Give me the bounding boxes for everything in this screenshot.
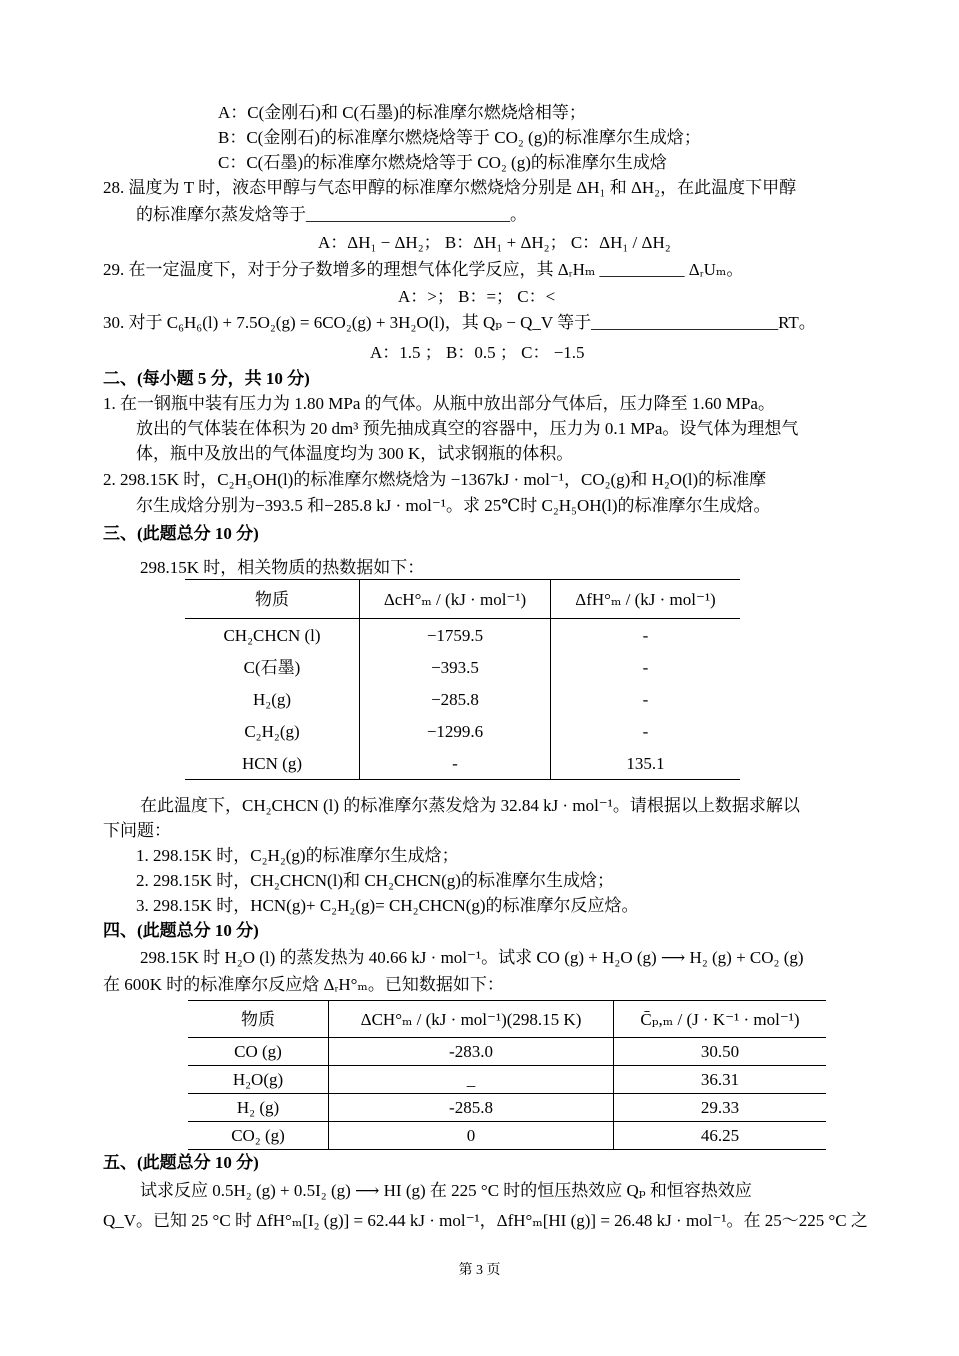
table-cell: - xyxy=(360,747,551,780)
question-30: 30. 对于 C₆H₆(l) + 7.5O₂(g) = 6CO₂(g) + 3H₂O(l)，其 Qₚ − Q_V 等于______________________RT。 xyxy=(103,313,816,332)
section-2-heading: 二、(每小题 5 分，共 10 分) xyxy=(103,369,310,388)
option-27a: A：C(金刚石)和 C(石墨)的标准摩尔燃烧焓相等； xyxy=(218,103,586,122)
table-cell: _ xyxy=(329,1066,614,1094)
section-5-statement-cont: Q_V。已知 25 °C 时 ΔfH°ₘ[I₂ (g)] = 62.44 kJ · mol⁻¹，ΔfH°ₘ[HI (g)] = 26.48 kJ · mol⁻¹。在 25～225 °C 之 xyxy=(103,1211,868,1230)
table-cell: −1759.5 xyxy=(360,619,551,652)
table-row xyxy=(185,651,740,683)
page-number: 第 3 页 xyxy=(458,1263,501,1278)
problem-2-2: 2. 298.15K 时，C₂H₅OH(l)的标准摩尔燃烧焓为 −1367kJ · mol⁻¹，CO₂(g)和 H₂O(l)的标准摩 xyxy=(103,470,767,489)
problem-2-2-cont: 尔生成焓分别为−393.5 和−285.8 kJ · mol⁻¹。求 25℃时 C₂H₅OH(l)的标准摩尔生成焓。 xyxy=(136,496,771,515)
table-cell: - xyxy=(642,721,649,741)
table-row xyxy=(185,747,740,780)
question-28-cont: 的标准摩尔蒸发焓等于________________________。 xyxy=(136,205,527,224)
section-4-statement-cont: 在 600K 时的标准摩尔反应焓 ΔᵣH°ₘ。已知数据如下： xyxy=(103,975,504,994)
thermo-table-2 xyxy=(188,1000,826,1150)
table-header: ΔcH°ₘ / (kJ · mol⁻¹) xyxy=(360,580,551,619)
table-row xyxy=(185,683,740,715)
sub-question-3-3: 3. 298.15K 时，HCN(g)+ C₂H₂(g)= CH₂CHCN(g)的标准摩尔反应焓。 xyxy=(136,896,639,915)
table-header: ΔfH°ₘ / (kJ · mol⁻¹) xyxy=(551,580,741,619)
section-5-heading: 五、(此题总分 10 分) xyxy=(103,1153,259,1172)
table-cell: -283.0 xyxy=(329,1038,614,1066)
table-cell: - xyxy=(642,689,649,709)
table-cell: 29.33 xyxy=(614,1094,827,1122)
section-3-intro: 298.15K 时，相关物质的热数据如下： xyxy=(140,558,425,577)
table-row xyxy=(185,619,740,652)
problem-2-1-cont2: 体，瓶中及放出的气体温度均为 300 K，试求钢瓶的体积。 xyxy=(136,444,574,463)
table-row xyxy=(185,715,740,747)
section-3-heading: 三、(此题总分 10 分) xyxy=(103,524,259,543)
table-header: ΔCH°ₘ / (kJ · mol⁻¹)(298.15 K) xyxy=(329,1001,614,1038)
section-3-statement-cont: 下问题： xyxy=(103,821,171,840)
sub-question-3-2: 2. 298.15K 时，CH₂CHCN(l)和 CH₂CHCN(g)的标准摩尔生成焓； xyxy=(136,871,614,890)
table-cell: C₂H₂(g) xyxy=(185,715,360,747)
table-cell: CH₂CHCN (l) xyxy=(185,619,360,652)
table-header: 物质 xyxy=(185,580,360,619)
table-cell: −285.8 xyxy=(360,683,551,715)
option-27b: B：C(金刚石)的标准摩尔燃烧焓等于 CO₂ (g)的标准摩尔生成焓； xyxy=(218,128,701,147)
options-30: A：1.5 ； B：0.5 ； C： −1.5 xyxy=(370,343,585,362)
table-cell: HCN (g) xyxy=(185,747,360,780)
section-4-statement: 298.15K 时 H₂O (l) 的蒸发热为 40.66 kJ · mol⁻¹。试求 CO (g) + H₂O (g) ⟶ H₂ (g) + CO₂ (g) xyxy=(140,948,804,967)
problem-2-1: 1. 在一钢瓶中装有压力为 1.80 MPa 的气体。从瓶中放出部分气体后，压力降至 1.60 MPa。 xyxy=(103,394,775,413)
table-cell: H₂(g) xyxy=(185,683,360,715)
sub-question-3-1: 1. 298.15K 时，C₂H₂(g)的标准摩尔生成焓； xyxy=(136,846,459,865)
table-cell: −1299.6 xyxy=(360,715,551,747)
table-row xyxy=(188,1038,826,1066)
section-3-statement: 在此温度下，CH₂CHCN (l) 的标准摩尔蒸发焓为 32.84 kJ · mol⁻¹。请根据以上数据求解以 xyxy=(140,796,800,815)
table-cell: CO (g) xyxy=(188,1038,329,1066)
table-cell: 135.1 xyxy=(551,747,741,780)
table-header-row xyxy=(188,1001,826,1038)
options-29: A：>； B：=； C：< xyxy=(398,287,556,306)
table-cell: - xyxy=(642,657,649,677)
option-27c: C：C(石墨)的标准摩尔燃烧焓等于 CO₂ (g)的标准摩尔生成焓 xyxy=(218,153,667,172)
table-header-row xyxy=(185,580,740,619)
table-cell: −393.5 xyxy=(360,651,551,683)
table-cell: - xyxy=(642,625,649,645)
table-cell: 36.31 xyxy=(614,1066,827,1094)
table-row xyxy=(188,1122,826,1150)
table-cell: 30.50 xyxy=(614,1038,827,1066)
table-cell: 0 xyxy=(329,1122,614,1150)
table-cell: H₂O(g) xyxy=(188,1066,329,1094)
table-cell: CO₂ (g) xyxy=(188,1122,329,1150)
problem-2-1-cont1: 放出的气体装在体积为 20 dm³ 预先抽成真空的容器中，压力为 0.1 MPa。设气体为理想气 xyxy=(136,419,799,438)
table-header: C̄ₚ,ₘ / (J · K⁻¹ · mol⁻¹) xyxy=(614,1001,827,1038)
table-header: 物质 xyxy=(188,1001,329,1038)
options-28: A：ΔH₁ − ΔH₂； B：ΔH₁ + ΔH₂； C：ΔH₁ / ΔH₂ xyxy=(318,233,671,252)
table-cell: 46.25 xyxy=(614,1122,827,1150)
table-cell: -285.8 xyxy=(329,1094,614,1122)
question-29: 29. 在一定温度下，对于分子数增多的理想气体化学反应，其 ΔᵣHₘ __________ ΔᵣUₘ。 xyxy=(103,260,744,279)
table-row xyxy=(188,1094,826,1122)
table-cell: H₂ (g) xyxy=(188,1094,329,1122)
section-5-statement: 试求反应 0.5H₂ (g) + 0.5I₂ (g) ⟶ HI (g) 在 225 °C 时的恒压热效应 Qₚ 和恒容热效应 xyxy=(140,1181,752,1200)
question-28: 28. 温度为 T 时，液态甲醇与气态甲醇的标准摩尔燃烧焓分别是 ΔH₁ 和 ΔH₂，在此温度下甲醇 xyxy=(103,178,797,197)
section-4-heading: 四、(此题总分 10 分) xyxy=(103,921,259,940)
table-row xyxy=(188,1066,826,1094)
table-cell: C(石墨) xyxy=(185,651,360,683)
thermo-table-1 xyxy=(185,579,740,780)
